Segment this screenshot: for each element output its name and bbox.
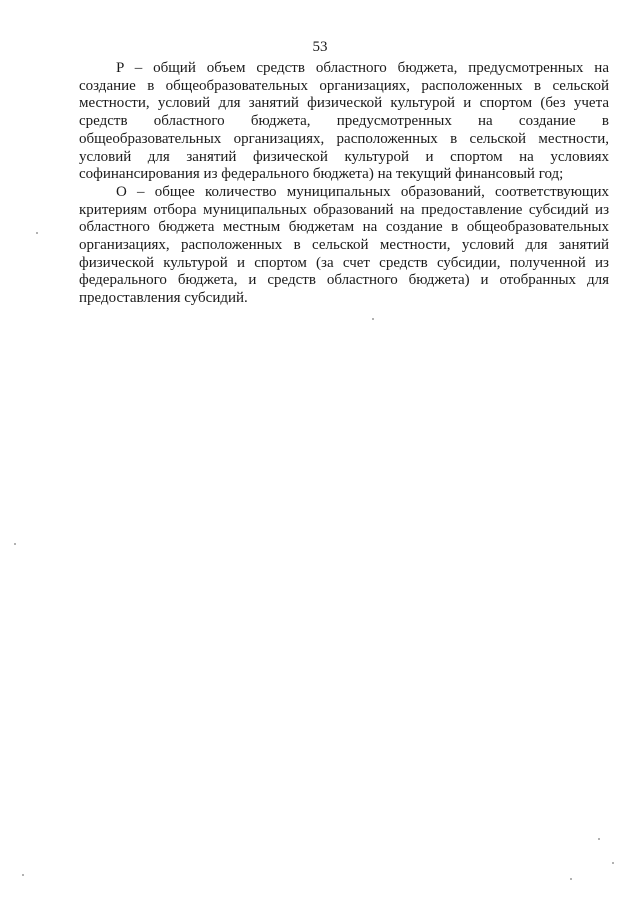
scan-speck [36, 232, 38, 234]
scan-speck [598, 838, 600, 840]
scan-speck [612, 862, 614, 864]
scan-speck [14, 543, 16, 545]
page-number: 53 [312, 39, 328, 55]
scan-speck [22, 874, 24, 876]
paragraph-p-definition: P – общий объем средств областного бюджета, предусмотренных на создание в общеобразовательных организациях, расположенных в сельской местности, условий для занятий физической культурой и спортом (без учета средств областного бюджета, предусмотренных на создание в общеобразовательных организациях, расположенных в сельской местности, условий для занятий физической культурой и спортом на условиях софинансирования из федерального бюджета) на текущий финансовый год; [79, 60, 609, 183]
body-text [79, 60, 609, 308]
scan-speck [372, 318, 374, 320]
scan-speck [570, 878, 572, 880]
paragraph-o-definition: O – общее количество муниципальных образований, соответствующих критериям отбора муниципальных образований на предоставление субсидий из областного бюджета местным бюджетам на создание в общеобразовательных организациях, расположенных в сельской местности, условий для занятий физической культурой и спортом (за счет средств субсидии, полученной из федерального бюджета, и средств областного бюджета) и отобранных для предоставления субсидий. [79, 183, 609, 307]
